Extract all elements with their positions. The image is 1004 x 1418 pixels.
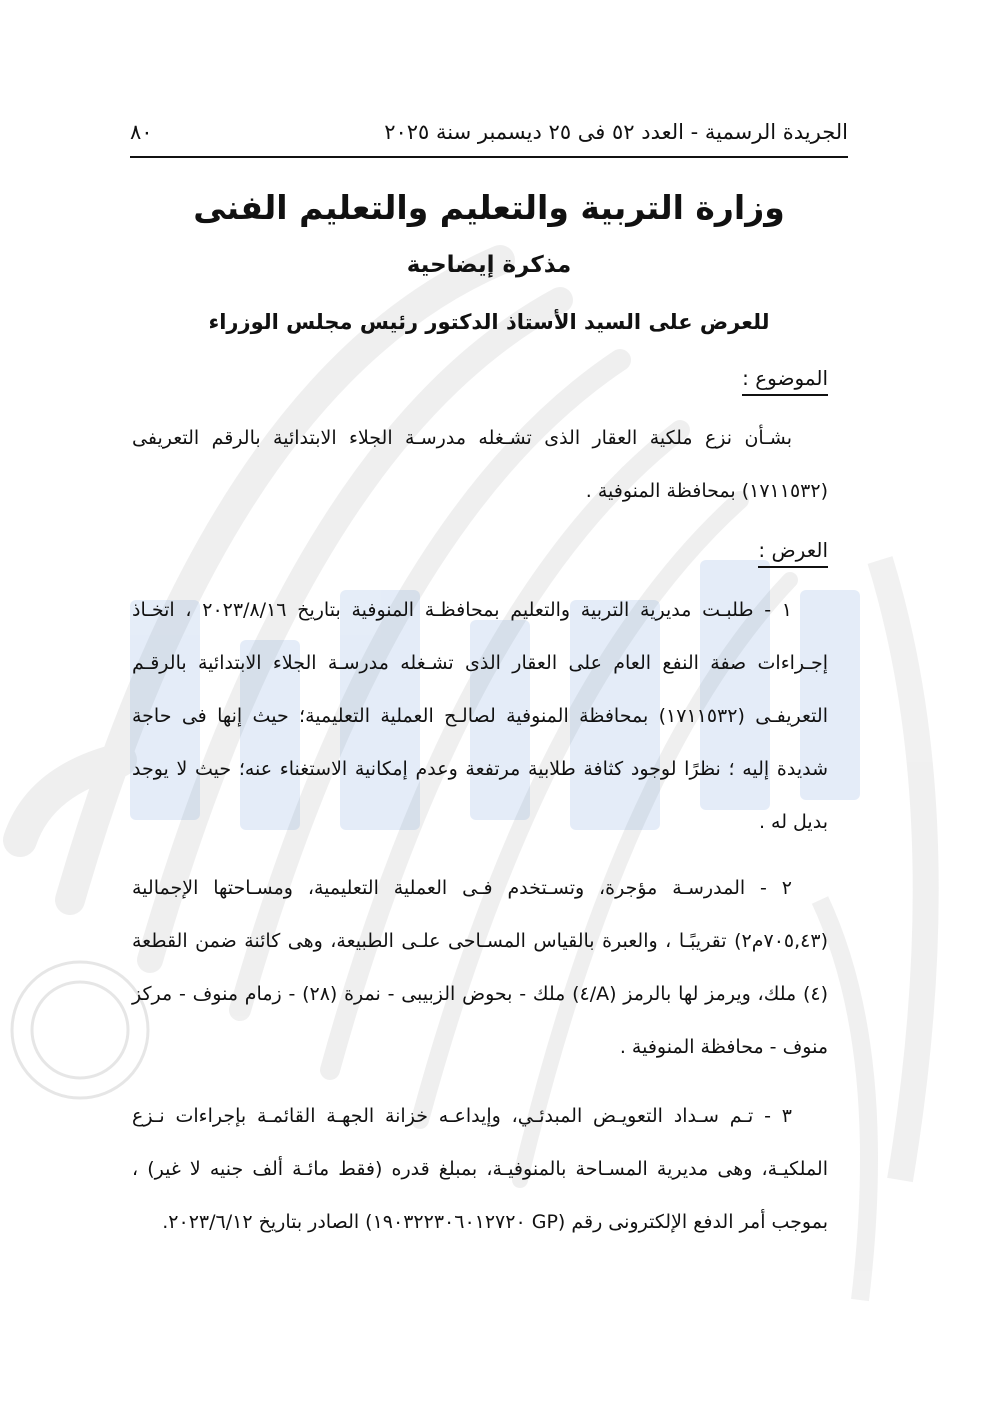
header-divider (130, 156, 848, 158)
presentation-label (758, 538, 828, 568)
ministry-title: وزارة التربية والتعليم والتعليم الفنى (193, 188, 785, 227)
addressee-line: للعرض على السيد الأستاذ الدكتور رئيس مجلس الوزراء (208, 310, 770, 334)
subject-label (742, 366, 828, 396)
page-number: ٨٠ (130, 120, 153, 144)
gazette-header (130, 112, 848, 152)
paragraph-2: ٢ - المدرسـة مؤجرة، وتسـتخدم فـى العملية التعليمية، ومسـاحتها الإجمالية (٧٠٥,٤٣م٢) تقريبًـا ، والعبرة بالقياس المسـاحى علـى الطبيعة، وهى كائنة ضمن القطعة (٤) ملك، ويرمز لها بالرمز (A/٤) ملك - بحوض الزبيبى - نمرة (٢٨) - زمام منوف - مركز منوف - محافظة المنوفية . (132, 877, 828, 1058)
presentation-label-text: العرض : (758, 538, 828, 568)
gazette-title-line: الجريدة الرسمية - العدد ٥٢ فى ٢٥ ديسمبر سنة ٢٠٢٥ (384, 120, 848, 144)
paragraph-1: ١ - طلبـت مديرية التربية والتعليم بمحافظـة المنوفية بتاريخ ٢٠٢٣/٨/١٦ ، اتخـاذ إجـراءات صفة النفع العام على العقار الذى تشـغله مدرسـة الجلاء الابتدائية بالرقـم التعريفـى (١٧١١٥٣٢) بمحافظة المنوفية لصالـح العملية التعليمية؛ حيث إنها فى حاجة شديدة إليه ؛ نظرًا لوجود كثافة طلابية مرتفعة وعدم إمكانية الاستغناء عنه؛ حيث لا يوجد بديل له . (132, 599, 828, 833)
subject-label-text: الموضوع : (742, 366, 828, 396)
subject-paragraph: بشـأن نزع ملكية العقار الذى تشـغله مدرسـة الجلاء الابتدائية بالرقم التعريفى (١٧١١٥٣٢) بمحافظة المنوفية . (132, 427, 828, 502)
memo-title: مذكرة إيضاحية (406, 252, 572, 278)
paragraph-3: ٣ - تـم سـداد التعويـض المبدئـي، وإيداعـه خزانة الجهـة القائمـة بإجراءات نـزع الملكيـة، وهى مديرية المسـاحة بالمنوفيـة، بمبلغ قدره (فقط مائـة ألف جنيه لا غير) ، بموجب أمر الدفع الإلكترونى رقم (GP ١٩٠٣٢٢٣٠٦٠١٢٧٢٠) الصادر بتاريخ ٢٠٢٣/٦/١٢. (132, 1105, 828, 1233)
